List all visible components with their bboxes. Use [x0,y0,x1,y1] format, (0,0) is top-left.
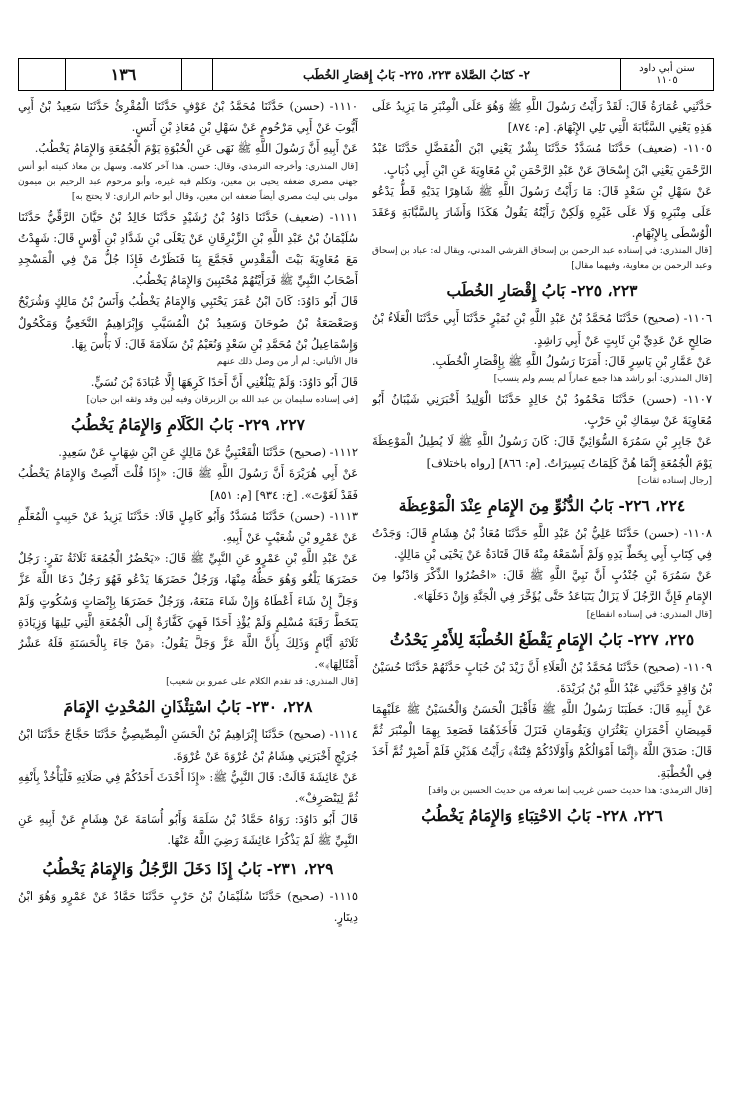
hadith-paragraph: عَنْ عَبْدِ اللَّهِ بْنِ عَمْرٍو عَنِ النَّبِيِّ ﷺ قَالَ: «يَحْضُرُ الْجُمُعَةَ ثَلَاثَةُ نَفَرٍ: رَجُلٌ حَضَرَهَا يَلْغُو وَهُوَ حَظُّهُ مِنْهَا، وَرَجُلٌ حَضَرَهَا يَدْعُو فَهُوَ رَجُلٌ دَعَا اللَّهَ عَزَّ وَجَلَّ إِنْ شَاءَ أَعْطَاهُ وَإِنْ شَاءَ مَنَعَهُ، وَرَجُلٌ حَضَرَهَا بِإِنْصَاتٍ وَسُكُوتٍ وَلَمْ يَتَخَطَّ رَقَبَةَ مُسْلِمٍ وَلَمْ يُؤْذِ أَحَدًا فَهِيَ كَفَّارَةٌ إِلَى الْجُمُعَةِ الَّتِي تَلِيهَا وَزِيَادَةِ ثَلَاثَةِ أَيَّامٍ وَذَلِكَ بِأَنَّ اللَّهَ عَزَّ وَجَلَّ يَقُولُ: ﴿مَنْ جَاءَ بِالْحَسَنَةِ فَلَهُ عَشْرُ أَمْثَالِهَا﴾». [18,551,358,672]
header-empty-cell [19,59,65,90]
book-hadith-number: ١١٠٥ [656,74,678,86]
hadith-paragraph: عَنْ أَبِيهِ قَالَ: خَطَبَنَا رَسُولُ اللَّهِ ﷺ فَأَقْبَلَ الْحَسَنُ وَالْحُسَيْنُ ﷺ عَلَيْهِمَا قَمِيصَانِ أَحْمَرَانِ يَعْثُرَانِ وَيَقُومَانِ فَنَزَلَ فَأَخَذَهُمَا فَصَعِدَ بِهِمَا الْمِنْبَرَ ثُمَّ قَالَ: صَدَقَ اللَّهُ ﴿إِنَّمَا أَمْوَالُكُمْ وَأَوْلَادُكُمْ فِتْنَةٌ﴾ رَأَيْتُ هَذَيْنِ فَلَمْ أَصْبِرْ ثُمَّ أَخَذَ فِي الْخُطْبَةِ. [372,702,712,780]
hadith-paragraph: عَنْ عَائِشَةَ قَالَتْ: قَالَ النَّبِيُّ ﷺ: «إِذَا أَحْدَثَ أَحَدُكُمْ فِي صَلَاتِهِ فَلْيَأْخُذْ بِأَنْفِهِ ثُمَّ لِيَنْصَرِفْ». [18,769,358,806]
hadith-paragraph: ١١٠٩- (صحيح) حَدَّثَنَا مُحَمَّدُ بْنُ الْعَلَاءِ أَنَّ زَيْدَ بْنَ حُبَابٍ حَدَّثَهُمْ حَدَّثَنَا حُسَيْنُ بْنُ وَاقِدٍ حَدَّثَنِي عَبْدُ اللَّهِ بْنُ بُرَيْدَةَ. [372,659,712,695]
book-label [620,59,713,90]
hadith-paragraph: عَنْ سَمُرَةَ بْنِ جُنْدُبٍ أَنَّ نَبِيَّ اللَّهِ ﷺ قَالَ: «احْضُرُوا الذِّكْرَ وَادْنُوا مِنَ الإِمَامِ فَإِنَّ الرَّجُلَ لَا يَزَالُ يَتَبَاعَدُ حَتَّى يُؤَخَّرَ فِي الْجَنَّةِ وَإِنْ دَخَلَهَا». [372,568,712,604]
footnote: [قال المنذري: في إسناده عبد الرحمن بن إسحاق القرشي المدني، ويقال له: عباد بن إسحاق وعبد الرحمن بن معاوية، وفيهما مقال] [372,246,712,272]
hadith-paragraph: عَنْ عَمَّارِ بْنِ يَاسِرٍ قَالَ: أَمَرَنَا رَسُولُ اللَّهِ ﷺ بِإِقْصَارِ الْخُطَبِ. [431,353,712,368]
footnote: [رجال إسناده ثقات] [637,475,712,486]
footnote: قال الألباني: لم أر من وصل ذلك عنهم [216,357,358,368]
hadith-paragraph: ١١١١- (ضعيف) حَدَّثَنَا دَاوُدُ بْنُ رُشَيْدٍ حَدَّثَنَا خَالِدُ بْنُ حَيَّانَ الرَّقِّيُّ حَدَّثَنَا سُلَيْمَانُ بْنُ عَبْدِ اللَّهِ بْنِ الزِّبْرِقَانِ عَنْ يَعْلَى بْنِ شَدَّادِ بْنِ أَوْسٍ قَالَ: شَهِدْتُ مَعَ مُعَاوِيَةَ بَيْتَ الْمَقْدِسِ فَجَمَّعَ بِنَا فَنَظَرْتُ فَإِذَا جُلُّ مَنْ فِي الْمَسْجِدِ أَصْحَابُ النَّبِيِّ ﷺ فَرَأَيْتُهُمْ مُحْتَبِينَ وَالإِمَامُ يَخْطُبُ. [18,209,358,288]
section-heading: ٢٢٦، ٢٢٨- بَابُ الاحْتِبَاءِ وَالإِمَامُ يَخْطُبُ [421,805,663,825]
chapter-title: ٢- كتَابُ الصَّلاة ٢٢٣، ٢٢٥- بَابُ إِقصَارِ الخُطَب [212,59,620,90]
right-text-column [372,96,712,1096]
footnote: [قال المنذري: وأخرجه الترمذي، وقال: حسن. هذا آخر كلامه. وسهل بن معاذ كنيته أبو أنس جهني مصري ضعفه يحيى بن معين، وتكلم فيه غيره، وأبو مرحوم عبد الرحيم بن ميمون مولى بني ليث مصري أيضاً ضعفه ابن معين، وقال أبو حاتم الرازي: لا يحتج به] [18,161,358,202]
book-name: سنن أبي داود [639,62,695,74]
hadith-paragraph: ١١٠٥- (ضعيف) حَدَّثَنَا مُسَدَّدٌ حَدَّثَنَا بِشْرٌ يَعْنِي ابْنَ الْمُفَضَّلِ حَدَّثَنَا عَبْدُ الرَّحْمَنِ يَعْنِي ابْنَ إِسْحَاقَ عَنْ عَبْدِ الرَّحْمَنِ بْنِ مُعَاوِيَةَ عَنِ ابْنِ أَبِي ذُبَابٍ. [372,141,712,177]
hadith-paragraph: عَنْ جَابِرِ بْنِ سَمُرَةَ السُّوَائِيِّ قَالَ: كَانَ رَسُولُ اللَّهِ ﷺ لَا يُطِيلُ الْمَوْعِظَةَ يَوْمَ الْجُمُعَةِ إِنَّمَا هُنَّ كَلِمَاتٌ يَسِيرَاتٌ. [م: ٨٦٦] [رواه باختلاف] [372,434,712,470]
section-heading: ٢٢٣، ٢٢٥- بَابُ إِقْصَارِ الخُطَب [446,281,638,301]
hadith-paragraph: ١١٠٨- (حسن) حَدَّثَنَا عَلِيُّ بْنُ عَبْدِ اللَّهِ حَدَّثَنَا مُعَاذُ بْنُ هِشَامٍ قَالَ: وَجَدْتُ فِي كِتَابِ أَبِي بِخَطِّ يَدِهِ وَلَمْ أَسْمَعْهُ مِنْهُ قَالَ قَتَادَةُ عَنْ يَحْيَى بْنِ مَالِكٍ. [372,525,712,562]
hadith-paragraph: قَالَ أَبُو دَاوُدَ: رَوَاهُ حَمَّادُ بْنُ سَلَمَةَ وَأَبُو أُسَامَةَ عَنْ هِشَامٍ عَنْ أَبِيهِ عَنِ النَّبِيِّ ﷺ لَمْ يَذْكُرَا عَائِشَةَ رَضِيَ اللَّهُ عَنْهَا. [18,812,358,848]
hadith-paragraph: ١١١٢- (صحيح) حَدَّثَنَا الْقَعْنَبِيُّ عَنْ مَالِكٍ عَنِ ابْنِ شِهَابٍ عَنْ سَعِيدٍ. [58,445,358,460]
hadith-paragraph: قَالَ أَبُو دَاوُدَ: وَلَمْ يَبْلُغْنِي أَنَّ أَحَدًا كَرِهَهَا إِلَّا عُبَادَةَ بْنَ نُسَيٍّ. [90,375,358,390]
footnote: [قال المنذري: في إسناده انقطاع] [586,609,712,620]
hadith-paragraph: ١١٠٦- (صحيح) حَدَّثَنَا مُحَمَّدُ بْنُ عَبْدِ اللَّهِ بْنِ نُمَيْرٍ حَدَّثَنَا أَبِي حَدَّثَنَا الْعَلَاءُ بْنُ صَالِحٍ عَنْ عَدِيِّ بْنِ ثَابِتٍ عَنْ أَبِي رَاشِدٍ. [372,311,712,347]
header-empty-cell [181,59,212,90]
hadith-paragraph: حَدَّثَنِي عُمَارَةُ قَالَ: لَقَدْ رَأَيْتُ رَسُولَ اللَّهِ ﷺ وَهُوَ عَلَى الْمِنْبَرِ مَا يَزِيدُ عَلَى هَذِهِ يَعْنِي السَّبَّابَةَ الَّتِي تَلِي الإِبْهَامَ. [م: ٨٧٤] [372,99,712,135]
footnote: [قال الترمذي: هذا حديث حسن غريب إنما نعرفه من حديث الحسين بن واقد] [428,785,712,796]
left-text-column [18,96,358,1096]
hadith-paragraph: عَنْ سَهْلِ بْنِ سَعْدٍ قَالَ: مَا رَأَيْتُ رَسُولَ اللَّهِ ﷺ شَاهِرًا يَدَيْهِ قَطُّ يَدْعُو عَلَى مِنْبَرِهِ وَلَا عَلَى غَيْرِهِ وَلَكِنْ رَأَيْتُهُ يَقُولُ هَكَذَا وَأَشَارَ بِالسَّبَّابَةِ وَعَقَدَ الْوُسْطَى بِالإِبْهَامِ. [372,183,712,241]
hadith-paragraph: ١١١٥- (صحيح) حَدَّثَنَا سُلَيْمَانُ بْنُ حَرْبٍ حَدَّثَنَا حَمَّادٌ عَنْ عَمْرٍو وَهُوَ ابْنُ دِينَارٍ. [18,888,358,924]
section-heading: ٢٢٩، ٢٣١- بَابُ إِذَا دَخَلَ الرَّجُلُ وَالإِمَامُ يَخْطُبُ [42,858,334,878]
footnote: [قال المنذري: قد تقدم الكلام على عمرو بن شعيب] [166,677,358,688]
section-heading: ٢٢٤، ٢٢٦- بَابُ الدُّنُوِّ مِنَ الإِمَامِ عِنْدَ الْمَوْعِظَة [398,495,686,515]
hadith-paragraph: ١١١٣- (حسن) حَدَّثَنَا مُسَدَّدٌ وَأَبُو كَامِلٍ قَالَا: حَدَّثَنَا يَزِيدُ عَنْ حَبِيبٍ الْمُعَلِّمِ عَنْ عَمْرِو بْنِ شُعَيْبٍ عَنْ أَبِيهِ. [18,508,358,545]
page-number: ١٣٦ [65,59,181,90]
hadith-paragraph: ١١١٠- (حسن) حَدَّثَنَا مُحَمَّدُ بْنُ عَوْفٍ حَدَّثَنَا الْمُقْرِئُ حَدَّثَنَا سَعِيدُ بْنُ أَبِي أَيُّوبَ عَنْ أَبِي مَرْحُومٍ عَنْ سَهْلِ بْنِ مُعَاذِ بْنِ أَنَسٍ. [18,99,358,135]
section-heading: ٢٢٨، ٢٣٠- بَابُ اسْتِئْذَانِ المُحْدِثِ الإِمَامَ [63,697,313,717]
footnote: [في إسناده سليمان بن عبد الله بن الزبرقان وفيه لين وقد وثقه ابن حبان] [86,395,358,406]
hadith-paragraph: ١١١٤- (صحيح) حَدَّثَنَا إِبْرَاهِيمُ بْنُ الْحَسَنِ الْمِصِّيصِيُّ حَدَّثَنَا حَجَّاجٌ حَدَّثَنَا ابْنُ جُرَيْجٍ أَخْبَرَنِي هِشَامُ بْنُ عُرْوَةَ عَنْ عُرْوَةَ. [18,727,358,763]
section-heading: ٢٢٥، ٢٢٧- بَابُ الإِمَامِ يَقْطَعُ الخُطْبَةَ لِلأَمْرِ يَحْدُثُ [389,629,695,649]
hadith-paragraph: ١١٠٧- (حسن) حَدَّثَنَا مَحْمُودُ بْنُ خَالِدٍ حَدَّثَنَا الْوَلِيدُ أَخْبَرَنِي شَيْبَانُ أَبُو مُعَاوِيَةَ عَنْ سِمَاكِ بْنِ حَرْبٍ. [372,392,712,428]
hadith-paragraph: قَالَ أَبُو دَاوُدَ: كَانَ ابْنُ عُمَرَ يَحْتَبِي وَالإِمَامُ يَخْطُبُ وَأَنَسُ بْنُ مَالِكٍ وَشُرَيْحٌ وَصَعْصَعَةُ بْنُ صُوحَانَ وَسَعِيدُ بْنُ الْمُسَيَّبِ وَإِبْرَاهِيمُ النَّخَعِيُّ وَمَكْحُولٌ وَإِسْمَاعِيلُ بْنُ مُحَمَّدِ بْنِ سَعْدٍ وَنُعَيْمُ بْنُ سَلَامَةَ قَالَ: لَا بَأْسَ بِهَا. [18,294,358,351]
hadith-paragraph: عَنْ أَبِيهِ أَنَّ رَسُولَ اللَّهِ ﷺ نَهَى عَنِ الْحُبْوَةِ يَوْمَ الْجُمُعَةِ وَالإِمَامُ يَخْطُبُ. [34,141,358,156]
footnote: [قال المنذري: أبو راشد هذا جمع عماراً لم يسم ولم ينسب] [493,374,712,385]
running-header [18,58,714,91]
section-heading: ٢٢٧، ٢٢٩- بَابُ الكَلَامِ وَالإِمَامُ يَخْطُبُ [71,415,305,435]
hadith-paragraph: عَنْ أَبِي هُرَيْرَةَ أَنَّ رَسُولَ اللَّهِ ﷺ قَالَ: «إِذَا قُلْتَ أَنْصِتْ وَالإِمَامُ يَخْطُبُ فَقَدْ لَغَوْتَ». [خ: ٩٣٤] [م: ٨٥١] [18,466,358,502]
